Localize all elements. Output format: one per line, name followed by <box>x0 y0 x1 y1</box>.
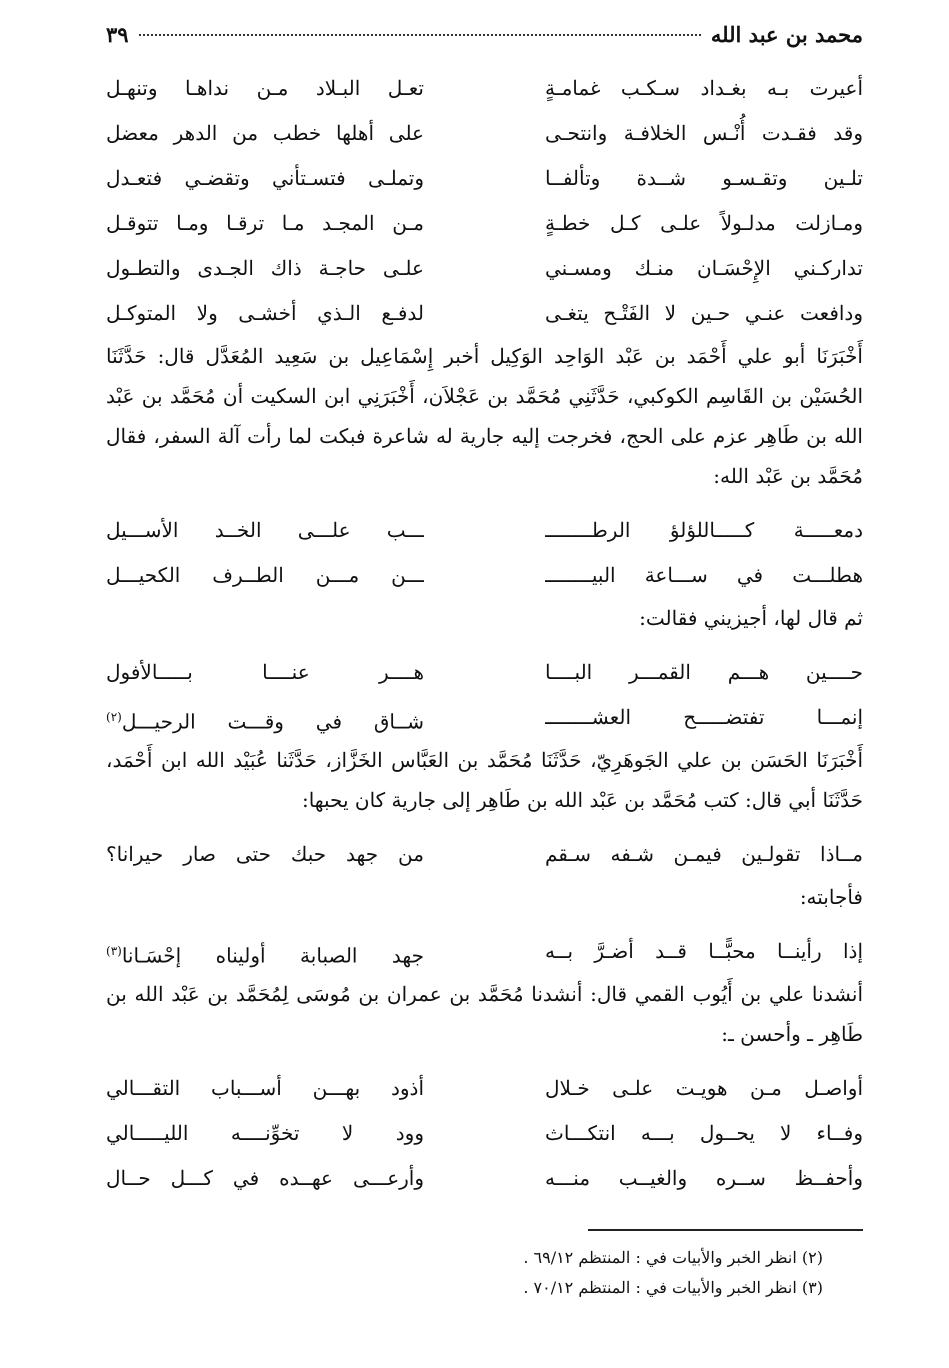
poem-stanza-6 <box>106 1066 863 1201</box>
poem-stanza-2 <box>106 508 863 598</box>
first-hemistich: حــــين هـــم القمـــر البــــا <box>545 660 863 684</box>
footnote-ref: (٢) <box>106 710 122 724</box>
prose-paragraph: ثم قال لها، أجيزيني فقالت: <box>639 606 863 630</box>
running-header <box>106 22 863 66</box>
prose-paragraph: أَخْبَرَنَا الحَسَن بن علي الجَوهَرِيّ، حَدَّثَنَا مُحَمَّد بن العَبَّاس الخَزَّاز، حَدَّثَنا عُبَيْد الله ابن أَحْمَد، حَدَّثَنَا أبي قال: كتب مُحَمَّد بن عَبْد الله بن طَاهِر إلى جارية كان يحبها: <box>106 748 863 812</box>
first-hemistich: تلـين وتقـسـو شــدة وتألفــا <box>545 166 863 190</box>
verse-line <box>106 201 863 246</box>
second-hemistich: ـــن مـــن الطــرف الكحيـــل <box>106 563 424 587</box>
running-title: محمد بن عبد الله <box>710 22 863 47</box>
second-hemistich: علـى حاجـة ذاك الجـدى والتطـول <box>106 256 424 280</box>
verse-line <box>106 1066 863 1111</box>
second-hemistich: على أهلها خطب من الدهر معضل <box>106 121 424 145</box>
verse-line <box>106 111 863 156</box>
verse-line <box>106 650 863 695</box>
header-dot-leader <box>139 34 701 36</box>
second-hemistich: وتملـى فتسـتأني وتقضـي فتعـدل <box>106 166 424 190</box>
second-hemistich: تعـل البـلاد مـن نداهـا وتنهـل <box>106 76 424 100</box>
verse-line <box>106 553 863 598</box>
prose-paragraph: أَخْبَرَنَا أبو علي أَحْمَد بن عَبْد الوَاحِد الوَكِيل أخبر إِسْمَاعِيل بن سَعِيد المُعَدَّل قال: حَدَّثَنَا الحُسَيْن بن القَاسِم الكوكبي، حَدَّثَنِي مُحَمَّد بن عَجْلاَن، أَخْبَرَنِي ابن السكيت أن مُحَمَّد بن عَبْد الله بن طَاهِر عزم على الحج، فخرجت إليه جارية له شاعرة فبكت لما رأت آلة السفر، فقال مُحَمَّد بن عَبْد الله: <box>106 344 863 488</box>
poem-stanza-3 <box>106 650 863 740</box>
first-hemistich: أواصـل مـن هويـت علـى خـلال <box>545 1076 863 1100</box>
verse-line <box>106 1156 863 1201</box>
first-hemistich: تداركـني الإِحْسَـان منـك ومسـني <box>545 256 863 280</box>
poem-stanza-1 <box>106 66 863 336</box>
second-hemistich: وود لا تخوِّنــــه الليـــــالي <box>106 1121 424 1145</box>
verse-line <box>106 66 863 111</box>
verse-line <box>106 508 863 553</box>
second-hemistich <box>106 929 424 974</box>
first-hemistich: إنمـــا تفتضـــــح العشــــــــ <box>545 705 863 729</box>
second-hemistich: وأرعـــى عهــده في كـــل حــال <box>106 1166 424 1190</box>
verse-line <box>106 832 863 877</box>
verse-line <box>106 695 863 740</box>
footnote-ref: (٣) <box>106 944 122 958</box>
second-hemistich: من جهد حبك حتى صار حيرانا؟ <box>106 842 424 866</box>
footnote: (٢) انظر الخبر والأبيات في : المنتظم ٦٩/١٢ . <box>523 1248 823 1267</box>
first-hemistich: وقد فقـدت أُنْـس الخلافـة وانتحـى <box>545 121 863 145</box>
prose-paragraph: فأجابته: <box>799 885 863 909</box>
first-hemistich: وأحفــظ ســره والغيــب منـــه <box>545 1166 863 1190</box>
first-hemistich: دمعـــــة كـــــاللؤلؤ الرطــــــــ <box>545 518 863 542</box>
verse-line <box>106 246 863 291</box>
footnote: (٣) انظر الخبر والأبيات في : المنتظم ٧٠/١٢ . <box>523 1278 823 1297</box>
second-hemistich: هــــر عنــــا بـــــالأفول <box>106 660 424 684</box>
first-hemistich: إذا رأينــا محبًّــا قــد أضـرَّ بــه <box>545 939 863 963</box>
verse-line <box>106 929 863 974</box>
first-hemistich: هطلـــت في ســـاعة البيــــــــ <box>545 563 863 587</box>
second-hemistich: أذود بهـــن أســـباب التقـــالي <box>106 1076 424 1100</box>
verse-line <box>106 1111 863 1156</box>
second-hemistich: لدفـع الـذي أخشـى ولا المتوكـل <box>106 301 424 325</box>
second-hemistich: ـــب علـــى الخــد الأســـيل <box>106 518 424 542</box>
hemistich-text: جهد الصبابة أوليناه إحْسَـانا <box>121 943 424 968</box>
hemistich-text: شــاق في وقـــت الرحيـــل <box>121 709 424 734</box>
footnote-separator <box>588 1229 863 1231</box>
first-hemistich: ودافعت عنـي حـين لا الفَتْـح يتغـى <box>545 301 863 325</box>
page-number: ٣٩ <box>106 22 129 47</box>
verse-line <box>106 156 863 201</box>
prose-paragraph: أنشدنا علي بن أَيُوب القمي قال: أنشدنا مُحَمَّد بن عمران بن مُوسَى لِمُحَمَّد بن عَبْد الله بن طَاهِر ـ وأحسن ـ: <box>106 982 863 1046</box>
first-hemistich: وفــاء لا يحــول بـــه انتكـــاث <box>545 1121 863 1145</box>
verse-line <box>106 291 863 336</box>
first-hemistich: ومـازلت مدلـولاً علـى كـل خطـةٍ <box>545 211 863 235</box>
second-hemistich <box>106 695 424 740</box>
first-hemistich: أعيرت بـه بغـداد سـكـب غمامـةٍ <box>545 76 863 100</box>
second-hemistich: مـن المجـد مـا ترقـا ومـا تتوقـل <box>106 211 424 235</box>
first-hemistich: مــاذا تقولـين فيمـن شـفه سـقم <box>545 842 863 866</box>
